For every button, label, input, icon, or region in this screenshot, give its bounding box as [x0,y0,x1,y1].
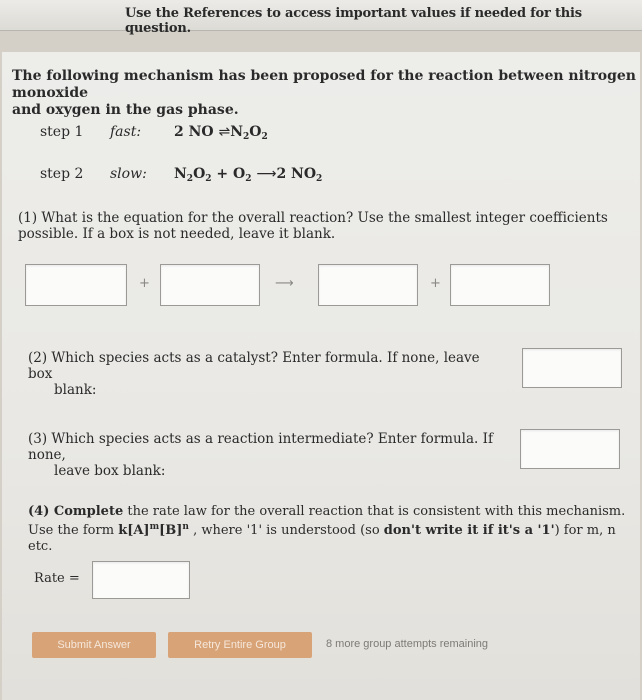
question-2-line-1: (2) Which species acts as a catalyst? Enter formula. If none, leave box [28,350,480,382]
question-3-line-2: leave box blank: [54,463,166,479]
step-2-r2-sub: 2 [245,174,252,184]
step-2-product-sub: 2 [316,174,323,184]
form-bold-note: don't write it if it's a '1' [383,523,555,538]
reaction-arrow-icon: ⟶ [275,276,294,291]
step-2-label: step 2 [40,166,84,182]
question-4-lead-rest: the rate law for the overall reaction that is consistent with this mechanism. [123,504,626,519]
overall-product-2-input[interactable] [450,264,550,306]
reference-note: Use the References to access important values if needed for this question. [125,6,582,36]
step-2-product: 2 NO [276,166,317,182]
question-4-text [28,504,638,555]
question-4-lead: (4) Complete [28,504,124,519]
step-2-r1-sub-1: 2 [186,174,194,184]
step-1-speed: fast: [110,124,142,140]
overall-product-1-input[interactable] [318,264,418,306]
step-2-equation [174,166,322,182]
form-mid: , where '1' is understood (so [188,523,384,538]
equilibrium-arrow-icon: ⇌ [218,124,231,140]
reference-bar [0,0,642,36]
step-2-r1-o: O [193,166,206,182]
step-1-equation [174,124,268,140]
rate-form-k: k[A] [118,523,150,538]
rate-form-m: m [149,522,160,532]
form-prefix: Use the form [28,523,119,538]
submit-answer-button[interactable]: Submit Answer [32,632,156,658]
step-2-speed: slow: [110,166,147,182]
question-2-line-2: blank: [54,382,97,398]
rate-label: Rate = [34,571,80,586]
step-2-plus: + [216,166,229,182]
rate-form [118,523,189,538]
rate-form-b: [B] [159,523,183,538]
attempts-remaining: 8 more group attempts remaining [326,638,489,650]
reaction-arrow-icon: ⟶ [256,166,277,182]
question-4-line-2 [28,523,638,555]
intro-line-1: The following mechanism has been proposed for the reaction between nitrogen monoxide [12,68,636,101]
step-1-product-sub-1: 2 [243,132,250,142]
overall-reactant-1-input[interactable] [25,264,127,306]
step-1-product-n: N [230,124,244,140]
intermediate-input[interactable] [520,429,620,469]
step-2-r2: O [233,166,246,182]
question-3-line-1: (3) Which species acts as a reaction intermediate? Enter formula. If none, [28,431,493,463]
overall-reactant-2-input[interactable] [160,264,260,306]
question-1-line-2: possible. If a box is not needed, leave it blank. [18,226,336,242]
form-end: ) for m, n etc. [28,523,616,554]
question-2-text [28,350,508,398]
intro-text [12,68,637,119]
retry-entire-group-button[interactable]: Retry Entire Group [168,632,312,658]
step-1-reactants: 2 NO [174,124,214,140]
intro-line-2: and oxygen in the gas phase. [12,102,239,118]
rate-input[interactable] [92,561,190,599]
plus-sign: + [139,276,150,291]
step-1-product-o: O [249,124,262,140]
question-3-text [28,431,518,479]
question-1-line-1: (1) What is the equation for the overall reaction? Use the smallest integer coefficients [18,210,608,226]
question-1-text [18,210,633,242]
plus-sign: + [430,276,441,291]
step-2-r1: N [174,166,187,182]
step-1-label: step 1 [40,124,84,140]
rate-form-n: n [182,522,189,532]
step-2-r1-sub-2: 2 [205,174,212,184]
catalyst-input[interactable] [522,348,622,388]
question-4-line-1 [28,504,638,520]
step-1-product-sub-2: 2 [261,132,268,142]
